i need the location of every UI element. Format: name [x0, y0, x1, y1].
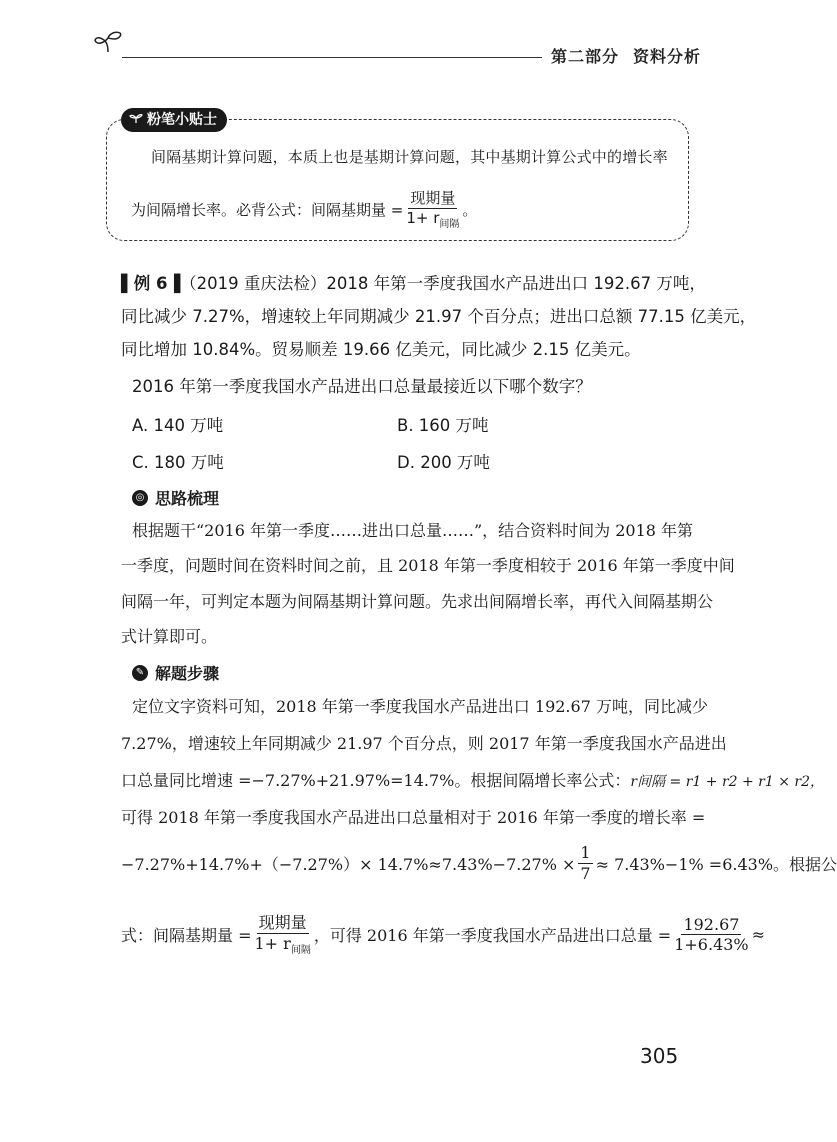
- tip-formula-prefix: 为间隔增长率。必背公式：间隔基期量 =: [131, 201, 404, 220]
- header-section: 资料分析: [633, 47, 702, 66]
- solution-line4: 可得 2018 年第一季度我国水产品进出口总量相对于 2016 年第一季度的增长率 =: [121, 808, 706, 827]
- example-tag: ▌例 6▐: [121, 274, 181, 293]
- thinking-line4: 式计算即可。: [121, 627, 218, 646]
- thinking-heading: [132, 486, 219, 509]
- solution-line3: 口总量同比增速 =−7.27%+21.97%=14.7%。根据间隔增长率公式：r间隔 = r1 + r2 + r1 × r2，: [121, 771, 825, 790]
- tip-tag: [121, 108, 227, 132]
- solution-title: 解题步骤: [155, 664, 220, 683]
- tip-tag-label: 粉笔小贴士: [147, 112, 217, 128]
- fraction-numerator: 现期量: [410, 189, 456, 207]
- example-line3: 同比增加 10.84%。贸易顺差 19.66 亿美元，同比减少 2.15 亿美元。: [121, 340, 641, 359]
- sprout-icon: [129, 108, 143, 132]
- thinking-line1: 根据题干“2016 年第一季度……进出口总量……”，结合资料时间为 2018 年第: [132, 521, 694, 540]
- target-icon: ◎: [132, 490, 148, 506]
- option-d: D. 200 万吨: [397, 453, 490, 472]
- header-rule: [122, 57, 542, 58]
- option-b: B. 160 万吨: [397, 416, 489, 435]
- one-seventh-fraction: $\frac{1}{7}$: [580, 843, 591, 883]
- option-c: C. 180 万吨: [132, 453, 224, 472]
- solution-line6: 式：间隔基期量 = $\frac{\text{现期量}}{1+ r_{间隔}}$ ，可得 2016 年第一季度我国水产品进出口总量 = $\frac{192.67}{1+6.43\%}$ ≈: [121, 913, 766, 956]
- solution-line2: 7.27%，增速较上年同期减少 21.97 个百分点，则 2017 年第一季度我国水产品进出: [121, 734, 727, 753]
- interval-growth-formula: r间隔 = r1 + r2 + r1 × r2，: [630, 774, 825, 790]
- page-number: 305: [640, 1044, 679, 1068]
- example-line1: [121, 272, 706, 296]
- fraction-denominator: $1+ r_{间隔}$: [406, 208, 460, 230]
- solution-line1: 定位文字资料可知，2018 年第一季度我国水产品进出口 192.67 万吨，同比减少: [132, 697, 708, 716]
- solution-line5: −7.27%+14.7%+（−7.27%）× 14.7%≈7.43%−7.27% × $\frac{1}{7}$ ≈ 7.43%−1% =6.43%。根据公: [121, 843, 837, 883]
- example-question: 2016 年第一季度我国水产品进出口总量最接近以下哪个数字？: [132, 377, 592, 396]
- solution-heading: [132, 661, 219, 684]
- example-line2: 同比减少 7.27%，增速较上年同期减少 21.97 个百分点；进出口总额 77.15 亿美元，: [121, 307, 757, 326]
- header-part: 第二部分: [551, 47, 620, 66]
- option-a: A. 140 万吨: [132, 416, 224, 435]
- header-section-title: [551, 44, 701, 67]
- result-fraction: $\frac{192.67}{1+6.43\%}$: [674, 914, 749, 955]
- tip-text-line1: 间隔基期计算问题，本质上也是基期计算问题，其中基期计算公式中的增长率: [151, 148, 668, 166]
- tip-text-line2: [131, 190, 477, 230]
- tip-formula-suffix: 。: [462, 201, 478, 220]
- thinking-title: 思路梳理: [155, 489, 220, 508]
- thinking-line3: 间隔一年，可判定本题为间隔基期计算问题。先求出间隔增长率，再代入间隔基期公: [121, 592, 714, 611]
- example-source: （2019 重庆法检）2018 年第一季度我国水产品进出口 192.67 万吨，: [180, 274, 706, 293]
- sprout-icon: [92, 28, 124, 54]
- thinking-line2: 一季度，问题时间在资料时间之前，且 2018 年第一季度相较于 2016 年第一季度中间: [121, 556, 735, 575]
- steps-icon: ✎: [132, 665, 148, 681]
- interval-base-fraction: $\frac{\text{现期量}}{1+ r_{间隔}}$: [254, 913, 311, 956]
- page-header: [0, 0, 800, 80]
- tip-formula-fraction: [406, 190, 459, 230]
